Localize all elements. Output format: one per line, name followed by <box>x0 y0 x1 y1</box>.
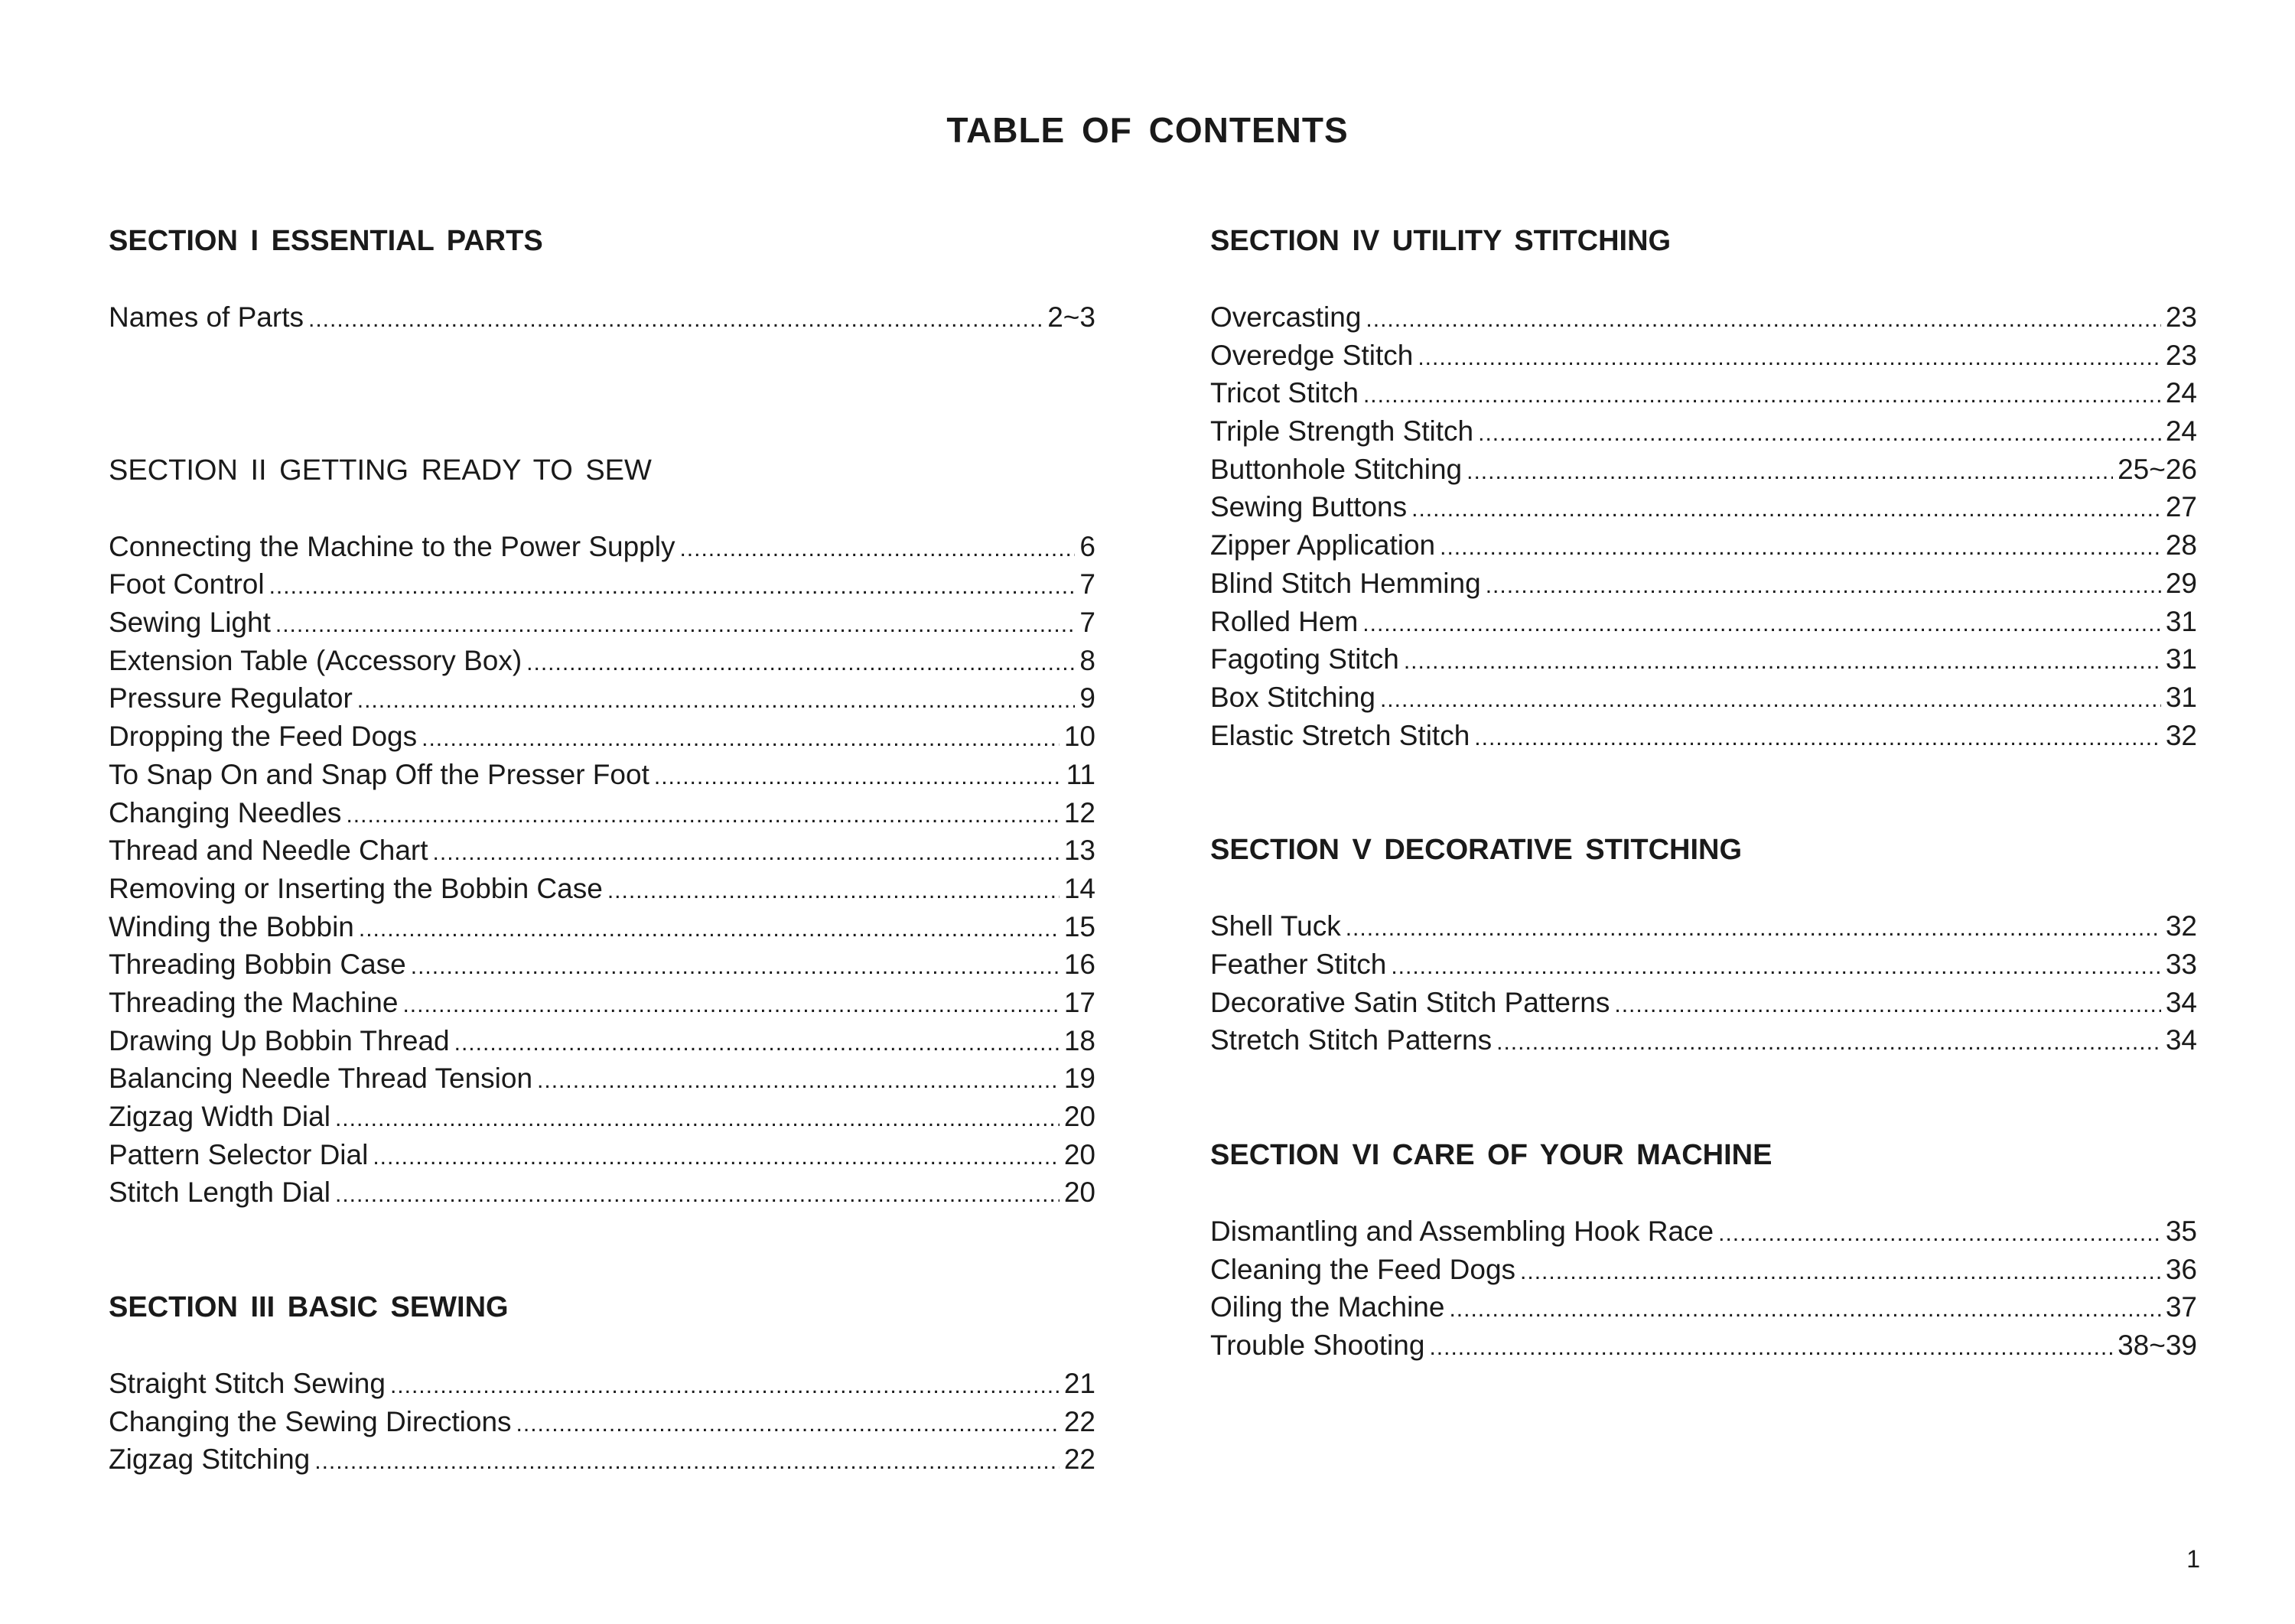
toc-entry[interactable] <box>1210 1021 2197 1059</box>
toc-entry-title: Names of Parts <box>109 301 304 333</box>
toc-entry-page: 22 <box>1063 1405 1095 1437</box>
leader-dots <box>526 644 1075 682</box>
section-heading: SECTION VI CARE OF YOUR MACHINE <box>1210 1139 1773 1171</box>
toc-entry[interactable] <box>1210 679 2197 717</box>
toc-entry-page: 20 <box>1063 1101 1095 1132</box>
toc-entry-title: Cleaning the Feed Dogs <box>1210 1253 1516 1285</box>
toc-entry-title: Changing Needles <box>109 796 342 828</box>
leader-dots <box>1486 567 2161 605</box>
toc-entry-page: 27 <box>2165 491 2197 523</box>
toc-entry[interactable] <box>109 528 1095 566</box>
toc-entry-title: Fagoting Stitch <box>1210 643 1399 675</box>
toc-entry-page: 11 <box>1066 758 1095 790</box>
toc-entry-page: 23 <box>2165 339 2197 371</box>
toc-entry-page: 16 <box>1063 949 1095 981</box>
toc-entry-page: 7 <box>1079 607 1095 639</box>
leader-dots <box>1363 376 2161 415</box>
toc-entry-title: Trouble Shooting <box>1210 1329 1425 1362</box>
leader-dots <box>537 1062 1060 1100</box>
toc-entry[interactable] <box>109 794 1095 832</box>
toc-entry-title: Threading the Machine <box>109 986 399 1018</box>
toc-entry-title: Buttonhole Stitching <box>1210 453 1463 485</box>
toc-entry[interactable] <box>1210 945 2197 984</box>
toc-entry-title: Zigzag Width Dial <box>109 1101 330 1132</box>
toc-entry-page: 24 <box>2165 415 2197 447</box>
leader-dots <box>516 1405 1060 1443</box>
leader-dots <box>1474 719 2161 757</box>
toc-entry-title: Zigzag Stitching <box>109 1443 311 1476</box>
toc-entry-page: 36 <box>2165 1253 2197 1285</box>
toc-entry-title: Rolled Hem <box>1210 605 1359 637</box>
leader-dots <box>1411 490 2161 529</box>
toc-section-getting-ready <box>109 451 1095 1212</box>
leader-dots <box>373 1138 1060 1177</box>
toc-right-column <box>1210 222 2197 1365</box>
toc-left-column <box>109 222 1095 1479</box>
toc-entry[interactable] <box>109 718 1095 756</box>
toc-entry[interactable] <box>109 1022 1095 1060</box>
section-heading: SECTION V DECORATIVE STITCHING <box>1210 834 1743 867</box>
toc-entry[interactable] <box>1210 1326 2197 1365</box>
leader-dots <box>607 872 1060 910</box>
toc-entry-page: 18 <box>1063 1024 1095 1056</box>
toc-entry-title: Box Stitching <box>1210 681 1375 713</box>
toc-entry[interactable] <box>109 679 1095 718</box>
toc-section-decorative-stitching <box>1210 831 2197 1059</box>
toc-entry-title: Elastic Stretch Stitch <box>1210 719 1470 751</box>
toc-entry-page: 25~26 <box>2118 453 2197 485</box>
toc-entry[interactable] <box>1210 412 2197 451</box>
toc-entry[interactable] <box>109 604 1095 642</box>
toc-entry-title: Drawing Up Bobbin Thread <box>109 1024 450 1056</box>
toc-entry-page: 15 <box>1063 910 1095 942</box>
toc-entry-page: 20 <box>1063 1177 1095 1209</box>
toc-entry[interactable] <box>109 832 1095 870</box>
toc-entry[interactable] <box>109 298 1095 337</box>
leader-dots <box>679 530 1075 568</box>
leader-dots <box>1391 948 2161 986</box>
toc-entry-page: 12 <box>1063 796 1095 828</box>
toc-entry[interactable] <box>1210 640 2197 679</box>
toc-entry-title: Triple Strength Stitch <box>1210 415 1474 447</box>
leader-dots <box>1404 643 2161 681</box>
toc-section-basic-sewing <box>109 1288 1095 1479</box>
toc-entry[interactable] <box>109 1440 1095 1479</box>
page-number: 1 <box>2186 1545 2200 1573</box>
toc-entry[interactable] <box>109 1059 1095 1098</box>
toc-entry[interactable] <box>1210 603 2197 641</box>
toc-entry[interactable] <box>109 945 1095 984</box>
toc-section-care <box>1210 1136 2197 1365</box>
leader-dots <box>1418 339 2161 377</box>
toc-entry-title: Winding the Bobbin <box>109 910 354 942</box>
leader-dots <box>654 758 1062 796</box>
leader-dots <box>1449 1290 2160 1329</box>
leader-dots <box>1362 605 2161 643</box>
toc-entry-title: Blind Stitch Hemming <box>1210 567 1481 599</box>
leader-dots <box>346 796 1059 835</box>
section-heading: SECTION IV UTILITY STITCHING <box>1210 225 1672 257</box>
toc-entry-page: 31 <box>2165 681 2197 713</box>
leader-dots <box>402 986 1059 1024</box>
toc-entry-title: Sewing Light <box>109 607 271 639</box>
section-heading: SECTION III BASIC SEWING <box>109 1291 509 1324</box>
leader-dots <box>1478 415 2161 453</box>
toc-entry-page: 6 <box>1079 530 1095 562</box>
toc-entry-page: 37 <box>2165 1291 2197 1323</box>
toc-entry-page: 33 <box>2165 948 2197 980</box>
toc-entry[interactable] <box>109 984 1095 1022</box>
toc-entry-page: 20 <box>1063 1138 1095 1170</box>
toc-entry-page: 32 <box>2165 719 2197 751</box>
toc-entry-page: 9 <box>1079 682 1095 714</box>
leader-dots <box>1429 1329 2113 1367</box>
toc-entry[interactable] <box>109 1098 1095 1136</box>
toc-entry-title: Zipper Application <box>1210 529 1436 561</box>
toc-entry-page: 35 <box>2165 1216 2197 1247</box>
page-title: TABLE OF CONTENTS <box>946 110 1349 150</box>
leader-dots <box>1380 681 2161 719</box>
toc-entry-page: 2~3 <box>1047 301 1095 333</box>
toc-entry-title: Balancing Needle Thread Tension <box>109 1063 533 1095</box>
toc-entry-title: Thread and Needle Chart <box>109 835 428 867</box>
toc-entry[interactable] <box>1210 374 2197 412</box>
leader-dots <box>1440 529 2161 567</box>
toc-entry-page: 32 <box>2165 910 2197 942</box>
toc-entry-title: Sewing Buttons <box>1210 491 1408 523</box>
toc-entry-title: Connecting the Machine to the Power Supply <box>109 530 675 562</box>
toc-section-utility-stitching <box>1210 222 2197 754</box>
toc-entry-page: 7 <box>1079 568 1095 600</box>
toc-entry-title: To Snap On and Snap Off the Presser Foot <box>109 758 649 790</box>
toc-entry-page: 24 <box>2165 377 2197 409</box>
toc-entry-title: Pattern Selector Dial <box>109 1138 369 1170</box>
toc-entry-title: Overcasting <box>1210 301 1362 333</box>
toc-entry[interactable] <box>1210 1251 2197 1289</box>
toc-entry[interactable] <box>1210 565 2197 603</box>
toc-entry[interactable] <box>1210 1212 2197 1251</box>
leader-dots <box>1366 301 2160 339</box>
toc-entry-title: Changing the Sewing Directions <box>109 1405 512 1437</box>
leader-dots <box>269 568 1076 606</box>
leader-dots <box>422 720 1060 758</box>
toc-entry-page: 22 <box>1063 1443 1095 1476</box>
leader-dots <box>1520 1253 2161 1291</box>
toc-entry-title: Threading Bobbin Case <box>109 949 406 981</box>
toc-entry[interactable] <box>1210 1288 2197 1326</box>
leader-dots <box>1467 453 2113 491</box>
toc-entry[interactable] <box>109 908 1095 946</box>
toc-entry-page: 17 <box>1063 986 1095 1018</box>
toc-entry-page: 34 <box>2165 1024 2197 1056</box>
toc-entry-page: 14 <box>1063 872 1095 904</box>
toc-entry-page: 34 <box>2165 986 2197 1018</box>
leader-dots <box>390 1367 1060 1405</box>
toc-entry-page: 21 <box>1063 1368 1095 1400</box>
toc-entry[interactable] <box>109 756 1095 794</box>
leader-dots <box>1496 1024 2161 1062</box>
toc-entry[interactable] <box>1210 526 2197 565</box>
toc-entry[interactable] <box>1210 451 2197 489</box>
toc-entry-title: Dropping the Feed Dogs <box>109 721 418 753</box>
toc-entry[interactable] <box>109 1173 1095 1212</box>
toc-entry-title: Overedge Stitch <box>1210 339 1414 371</box>
toc-entry[interactable] <box>1210 984 2197 1022</box>
toc-entry[interactable] <box>1210 337 2197 375</box>
toc-entry-title: Removing or Inserting the Bobbin Case <box>109 872 603 904</box>
toc-entry-page: 10 <box>1063 721 1095 753</box>
toc-entry-page: 19 <box>1063 1063 1095 1095</box>
toc-entry-title: Stretch Stitch Patterns <box>1210 1024 1493 1056</box>
toc-entry-title: Extension Table (Accessory Box) <box>109 644 522 676</box>
toc-entry-title: Feather Stitch <box>1210 948 1387 980</box>
leader-dots <box>335 1176 1060 1214</box>
leader-dots <box>308 301 1043 339</box>
toc-entry-title: Tricot Stitch <box>1210 377 1359 409</box>
toc-entry-page: 13 <box>1063 835 1095 867</box>
toc-entry-page: 23 <box>2165 301 2197 333</box>
toc-entry[interactable] <box>109 1403 1095 1441</box>
leader-dots <box>411 948 1060 986</box>
toc-entry[interactable] <box>109 565 1095 604</box>
leader-dots <box>454 1024 1060 1063</box>
toc-entry-title: Stitch Length Dial <box>109 1177 331 1209</box>
leader-dots <box>357 682 1076 720</box>
leader-dots <box>1718 1215 2161 1253</box>
toc-entry-page: 38~39 <box>2118 1329 2197 1362</box>
leader-dots <box>433 834 1060 872</box>
toc-entry[interactable] <box>109 1365 1095 1403</box>
toc-section-essential-parts <box>109 222 1095 337</box>
toc-entry[interactable] <box>1210 298 2197 337</box>
toc-entry-title: Foot Control <box>109 568 265 600</box>
leader-dots <box>359 910 1060 949</box>
toc-entry-page: 31 <box>2165 643 2197 675</box>
toc-entry-title: Dismantling and Assembling Hook Race <box>1210 1216 1714 1247</box>
leader-dots <box>314 1443 1060 1481</box>
toc-entry-title: Shell Tuck <box>1210 910 1341 942</box>
leader-dots <box>275 606 1076 644</box>
toc-entry-title: Pressure Regulator <box>109 682 353 714</box>
toc-entry[interactable] <box>109 1136 1095 1174</box>
section-heading: SECTION I ESSENTIAL PARTS <box>109 225 543 257</box>
toc-entry-page: 28 <box>2165 529 2197 561</box>
toc-entry-page: 29 <box>2165 567 2197 599</box>
toc-entry[interactable] <box>109 642 1095 680</box>
toc-entry-page: 31 <box>2165 605 2197 637</box>
leader-dots <box>1614 986 2160 1024</box>
toc-entry-title: Decorative Satin Stitch Patterns <box>1210 986 1610 1018</box>
leader-dots <box>1346 910 2161 948</box>
toc-entry[interactable] <box>1210 717 2197 755</box>
leader-dots <box>335 1100 1060 1138</box>
toc-entry-title: Oiling the Machine <box>1210 1291 1445 1323</box>
toc-entry[interactable] <box>109 870 1095 908</box>
toc-entry-title: Straight Stitch Sewing <box>109 1368 386 1400</box>
section-heading: SECTION II GETTING READY TO SEW <box>109 454 652 487</box>
toc-entry[interactable] <box>1210 488 2197 526</box>
toc-entry[interactable] <box>1210 907 2197 945</box>
toc-entry-page: 8 <box>1079 644 1095 676</box>
